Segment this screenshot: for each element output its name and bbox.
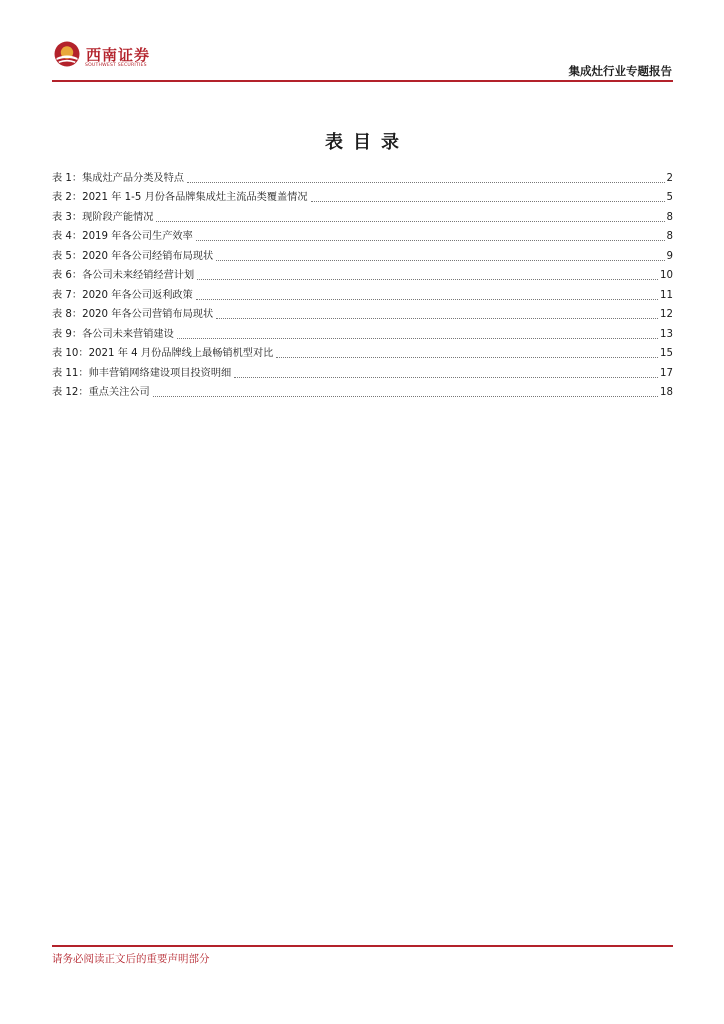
toc-dot-leader [196,299,658,300]
toc-entry-label[interactable]: 表 11：帅丰营销网络建设项目投资明细 [52,367,232,379]
toc-dot-leader [177,338,658,339]
toc-entry-label[interactable]: 表 3：现阶段产能情况 [52,211,154,223]
logo-emblem-icon [54,41,80,67]
toc-entry[interactable] [52,244,673,264]
toc-entry-page-number[interactable]: 5 [666,192,673,203]
logo-english-name: SOUTHWEST SECURITIES [85,63,147,68]
toc-entry-label[interactable]: 表 10：2021 年 4 月份品牌线上最畅销机型对比 [52,348,274,359]
toc-dot-leader [197,279,658,280]
toc-entry-page-number[interactable]: 2 [666,172,673,184]
toc-entry-page-number[interactable]: 17 [660,367,673,379]
toc-entry-label[interactable]: 表 2：2021 年 1-5 月份各品牌集成灶主流品类覆盖情况 [52,192,308,203]
footer-divider [52,945,673,947]
toc-entry[interactable] [52,186,673,206]
logo-chinese-name: 西南证券 [86,46,151,64]
toc-entry-page-number[interactable]: 8 [666,231,673,242]
toc-entry-label[interactable]: 表 1：集成灶产品分类及特点 [52,172,184,184]
toc-entry-page-number[interactable]: 13 [660,328,673,340]
toc-dot-leader [311,201,665,202]
toc-title: 表目录 [325,132,409,153]
toc-entry-label[interactable]: 表 7：2020 年各公司返利政策 [52,289,193,301]
toc-entry[interactable] [52,283,673,303]
toc-dot-leader [196,240,665,241]
toc-entry-page-number[interactable]: 11 [660,289,673,301]
toc-dot-leader [187,182,665,183]
page-header [0,0,724,86]
toc-entry[interactable] [52,342,673,362]
toc-entry[interactable] [52,225,673,245]
toc-entry-label[interactable]: 表 5：2020 年各公司经销布局现状 [52,250,214,262]
toc-dot-leader [216,318,658,319]
table-of-contents [52,166,673,400]
toc-entry[interactable] [52,166,673,186]
toc-entry-label[interactable]: 表 8：2020 年各公司营销布局现状 [52,309,214,320]
toc-dot-leader [234,377,658,378]
footer-disclaimer-note: 请务必阅读正文后的重要声明部分 [52,953,210,965]
report-title: 集成灶行业专题报告 [568,64,672,78]
toc-dot-leader [153,396,658,397]
toc-entry-page-number[interactable]: 12 [660,309,673,320]
toc-entry[interactable] [52,205,673,225]
toc-entry-page-number[interactable]: 8 [666,211,673,223]
header-divider [52,80,673,82]
toc-entry-page-number[interactable]: 10 [660,270,673,281]
brand-logo [54,41,154,75]
toc-entry-label[interactable]: 表 4：2019 年各公司生产效率 [52,231,193,242]
toc-entry[interactable] [52,361,673,381]
toc-entry-page-number[interactable]: 18 [660,387,673,398]
toc-dot-leader [216,260,664,261]
toc-entry[interactable] [52,264,673,284]
toc-dot-leader [276,357,658,358]
toc-entry-label[interactable]: 表 9：各公司未来营销建设 [52,328,174,340]
toc-entry-page-number[interactable]: 9 [666,250,673,262]
toc-entry[interactable] [52,303,673,323]
toc-dot-leader [156,221,664,222]
toc-entry-label[interactable]: 表 12：重点关注公司 [52,387,150,398]
toc-entry[interactable] [52,381,673,401]
toc-entry-page-number[interactable]: 15 [660,348,673,359]
toc-entry[interactable] [52,322,673,342]
toc-entry-label[interactable]: 表 6：各公司未来经销经营计划 [52,270,195,281]
